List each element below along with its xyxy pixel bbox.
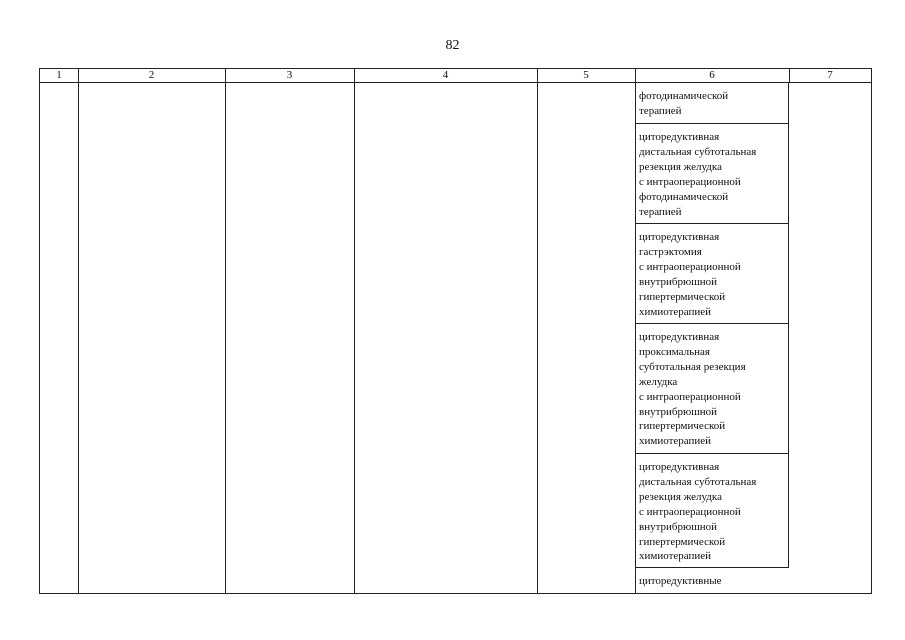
table-cell: циторедуктивные bbox=[639, 575, 722, 587]
column-header-2: 2 bbox=[148, 69, 155, 81]
column-6-body bbox=[635, 83, 789, 593]
column-header-5: 5 bbox=[583, 69, 589, 81]
column-divider bbox=[354, 69, 355, 593]
table-cell: циторедуктивная дистальная субтотальная резекция желудка с интраоперационной внутрибрюшной гипертермической химиотерапией bbox=[635, 454, 789, 568]
column-header-3: 3 bbox=[286, 69, 293, 81]
column-header-6: 6 bbox=[709, 69, 715, 81]
table-cell: фотодинамической терапией bbox=[635, 83, 789, 124]
column-header-7: 7 bbox=[827, 69, 833, 81]
column-divider bbox=[537, 69, 538, 593]
page-number: 82 bbox=[445, 38, 460, 53]
column-header-1: 1 bbox=[56, 69, 62, 81]
column-divider bbox=[78, 69, 79, 593]
table-cell: циторедуктивная дистальная субтотальная резекция желудка с интраоперационной фотодинамической терапией bbox=[635, 124, 789, 224]
column-header-4: 4 bbox=[442, 69, 449, 81]
procedures-table bbox=[39, 68, 872, 594]
table-cell: циторедуктивная проксимальная субтотальная резекция желудка с интраоперационной внутрибрюшной гипертермической химиотерапией bbox=[635, 324, 789, 454]
table-cell: циторедуктивная гастрэктомия с интраоперационной внутрибрюшной гипертермической химиотерапией bbox=[635, 224, 789, 324]
column-divider bbox=[225, 69, 226, 593]
